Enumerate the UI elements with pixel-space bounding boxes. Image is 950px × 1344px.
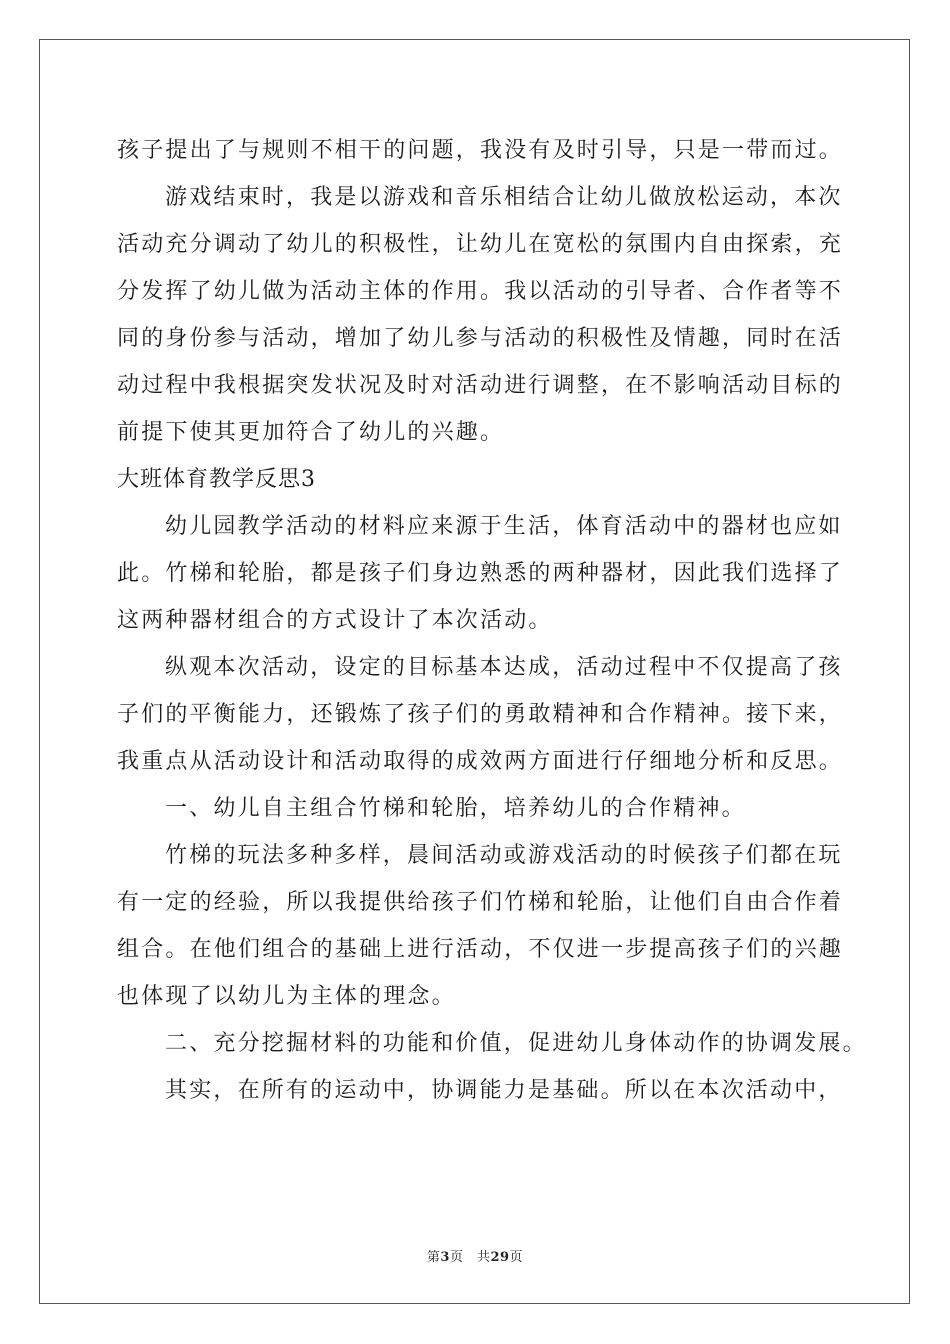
paragraph-line: 纵观本次活动，设定的目标基本达成，活动过程中不仅提高了孩 bbox=[165, 655, 843, 680]
paragraph-line: 其实，在所有的运动中，协调能力是基础。所以在本次活动中， bbox=[165, 1078, 843, 1103]
paragraph-line: 组合。在他们组合的基础上进行活动，不仅进一步提高孩子们的兴趣 bbox=[117, 937, 844, 962]
page-mid: 页 共 bbox=[449, 1250, 491, 1265]
paragraph-line: 孩子提出了与规则不相干的问题，我没有及时引导，只是一带而过。 bbox=[117, 138, 844, 163]
page-total: 29 bbox=[490, 1250, 510, 1265]
section-heading: 大班体育教学反思3 bbox=[117, 467, 316, 492]
page-footer bbox=[0, 1246, 950, 1265]
paragraph-line: 动过程中我根据突发状况及时对活动进行调整，在不影响活动目标的 bbox=[117, 373, 844, 398]
paragraph-line: 二、充分挖掘材料的功能和价值，促进幼儿身体动作的协调发展。 bbox=[165, 1031, 867, 1056]
paragraph-line: 这两种器材组合的方式设计了本次活动。 bbox=[117, 608, 553, 633]
paragraph-line: 活动充分调动了幼儿的积极性，让幼儿在宽松的氛围内自由探索，充 bbox=[117, 232, 844, 257]
paragraph-line: 游戏结束时，我是以游戏和音乐相结合让幼儿做放松运动，本次 bbox=[165, 185, 843, 210]
paragraph-line: 竹梯的玩法多种多样，晨间活动或游戏活动的时候孩子们都在玩 bbox=[165, 843, 843, 868]
paragraph-line: 分发挥了幼儿做为活动主体的作用。我以活动的引导者、合作者等不 bbox=[117, 279, 844, 304]
paragraph-line: 子们的平衡能力，还锻炼了孩子们的勇敢精神和合作精神。接下来， bbox=[117, 702, 844, 727]
paragraph-line: 前提下使其更加符合了幼儿的兴趣。 bbox=[117, 420, 505, 445]
paragraph-line: 同的身份参与活动，增加了幼儿参与活动的积极性及情趣，同时在活 bbox=[117, 326, 844, 351]
paragraph-line: 我重点从活动设计和活动取得的成效两方面进行仔细地分析和反思。 bbox=[117, 749, 844, 774]
paragraph-line: 此。竹梯和轮胎，都是孩子们身边熟悉的两种器材，因此我们选择了 bbox=[117, 561, 844, 586]
page-prefix: 第 bbox=[426, 1250, 441, 1265]
paragraph-line: 有一定的经验，所以我提供给孩子们竹梯和轮胎，让他们自由合作着 bbox=[117, 890, 844, 915]
paragraph-line: 幼儿园教学活动的材料应来源于生活，体育活动中的器材也应如 bbox=[165, 514, 843, 539]
document-body bbox=[117, 127, 867, 1114]
paragraph-line: 一、幼儿自主组合竹梯和轮胎，培养幼儿的合作精神。 bbox=[165, 796, 746, 821]
page-current: 3 bbox=[440, 1250, 450, 1265]
page-suffix: 页 bbox=[509, 1250, 524, 1265]
paragraph-line: 也体现了以幼儿为主体的理念。 bbox=[117, 984, 456, 1009]
